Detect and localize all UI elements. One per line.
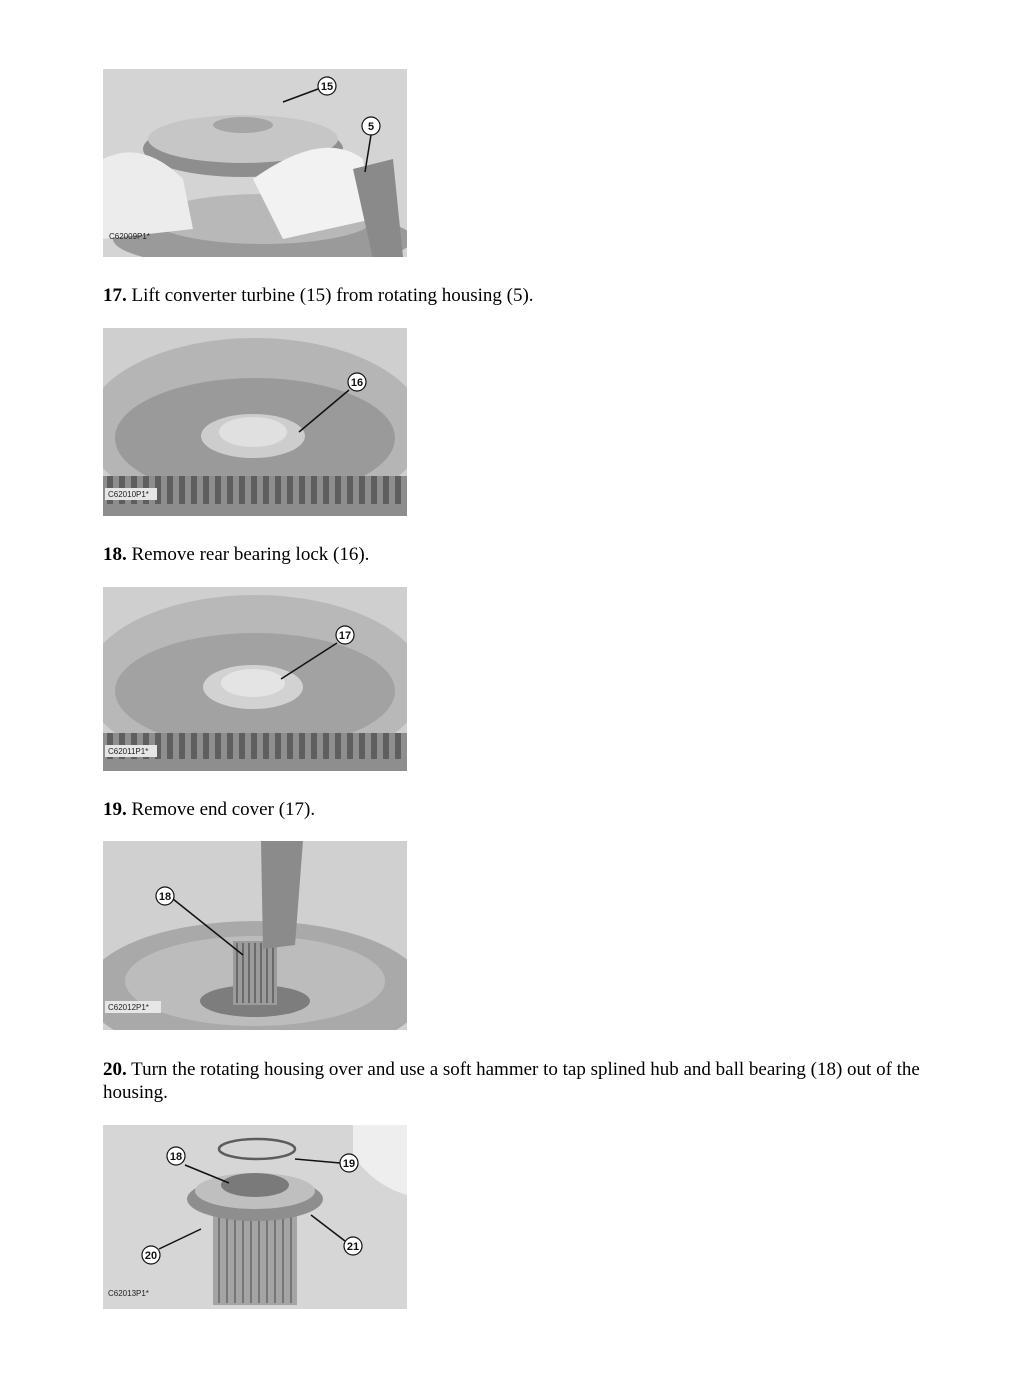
step-text: Remove rear bearing lock (16). bbox=[131, 544, 370, 565]
callout-5: 5 bbox=[367, 121, 375, 133]
callout-20: 20 bbox=[144, 1250, 158, 1262]
step-text: Remove end cover (17). bbox=[131, 799, 316, 820]
figure-converter-turbine bbox=[103, 69, 407, 257]
figure-end-cover bbox=[103, 587, 407, 771]
figure-hub-bearing-assembly-photo bbox=[103, 1125, 407, 1309]
callout-18: 18 bbox=[169, 1151, 183, 1163]
step-20 bbox=[103, 1058, 923, 1104]
callout-21: 21 bbox=[346, 1241, 360, 1253]
step-text: Turn the rotating housing over and use a soft hammer to tap splined hub and ball bearing (18) out of the housing. bbox=[103, 1059, 920, 1103]
callout-15: 15 bbox=[320, 81, 334, 93]
step-number: 18. bbox=[103, 544, 127, 565]
step-number: 19. bbox=[103, 799, 127, 820]
figure-splined-hub-photo bbox=[103, 841, 407, 1030]
figure-end-cover-photo bbox=[103, 587, 407, 771]
callout-19: 19 bbox=[342, 1158, 356, 1170]
figure-splined-hub bbox=[103, 841, 407, 1030]
step-19 bbox=[103, 798, 923, 821]
figure-code: C62011P1* bbox=[108, 747, 149, 756]
step-18 bbox=[103, 543, 923, 566]
figure-code: C62009P1* bbox=[109, 232, 150, 241]
figure-hub-bearing-assembly bbox=[103, 1125, 407, 1309]
callout-17: 17 bbox=[338, 630, 352, 642]
step-text: Lift converter turbine (15) from rotating housing (5). bbox=[131, 285, 534, 306]
figure-rear-bearing-lock bbox=[103, 328, 407, 516]
step-number: 17. bbox=[103, 285, 127, 306]
step-number: 20. bbox=[103, 1059, 127, 1080]
figure-rear-bearing-lock-photo bbox=[103, 328, 407, 516]
callout-18: 18 bbox=[158, 891, 172, 903]
figure-code: C62013P1* bbox=[108, 1289, 149, 1298]
figure-code: C62012P1* bbox=[108, 1003, 149, 1012]
callout-16: 16 bbox=[350, 377, 364, 389]
figure-converter-turbine-photo bbox=[103, 69, 407, 257]
step-17 bbox=[103, 284, 923, 307]
figure-code: C62010P1* bbox=[108, 490, 149, 499]
